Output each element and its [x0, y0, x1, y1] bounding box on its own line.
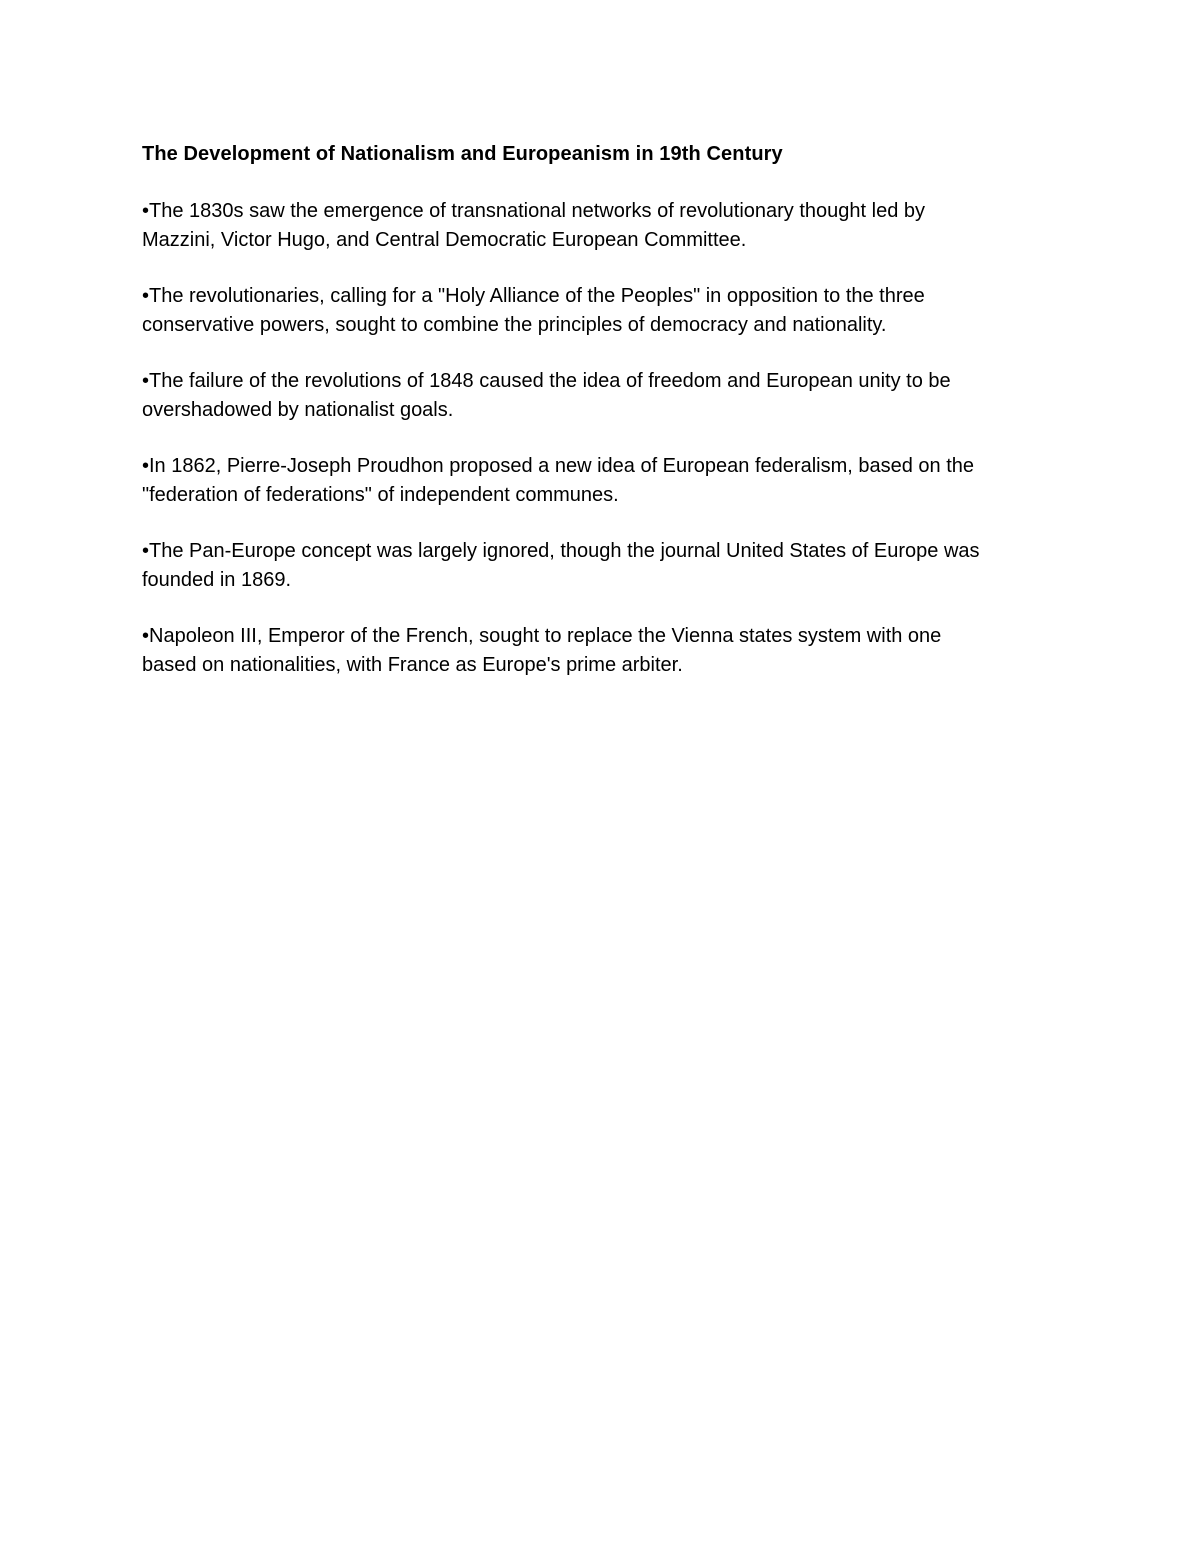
bullet-paragraph [142, 367, 1062, 425]
bullet-paragraph [142, 452, 1062, 510]
document-title: The Development of Nationalism and Europeanism in 19th Century [142, 143, 783, 165]
paragraph-line: overshadowed by nationalist goals. [142, 399, 454, 421]
paragraph-line: •The 1830s saw the emergence of transnational networks of revolutionary thought led by [142, 200, 926, 222]
paragraph-line: founded in 1869. [142, 569, 292, 591]
paragraph-line: •The Pan-Europe concept was largely ignored, though the journal United States of Europe was [142, 540, 980, 562]
bullet-paragraph [142, 197, 1062, 255]
paragraph-line: based on nationalities, with France as Europe's prime arbiter. [142, 654, 683, 676]
paragraph-line: •In 1862, Pierre-Joseph Proudhon proposed a new idea of European federalism, based on the [142, 455, 975, 477]
bullet-paragraph [142, 622, 1062, 680]
paragraph-line: •Napoleon III, Emperor of the French, sought to replace the Vienna states system with one [142, 625, 942, 647]
paragraph-line: "federation of federations" of independent communes. [142, 484, 619, 506]
bullet-paragraph [142, 537, 1062, 595]
paragraph-line: •The revolutionaries, calling for a "Holy Alliance of the Peoples" in opposition to the three [142, 285, 925, 307]
paragraph-line: conservative powers, sought to combine the principles of democracy and nationality. [142, 314, 887, 336]
paragraph-line: •The failure of the revolutions of 1848 caused the idea of freedom and European unity to be [142, 370, 951, 392]
document-body [142, 140, 1062, 707]
paragraph-line: Mazzini, Victor Hugo, and Central Democratic European Committee. [142, 229, 747, 251]
bullet-paragraph [142, 282, 1062, 340]
